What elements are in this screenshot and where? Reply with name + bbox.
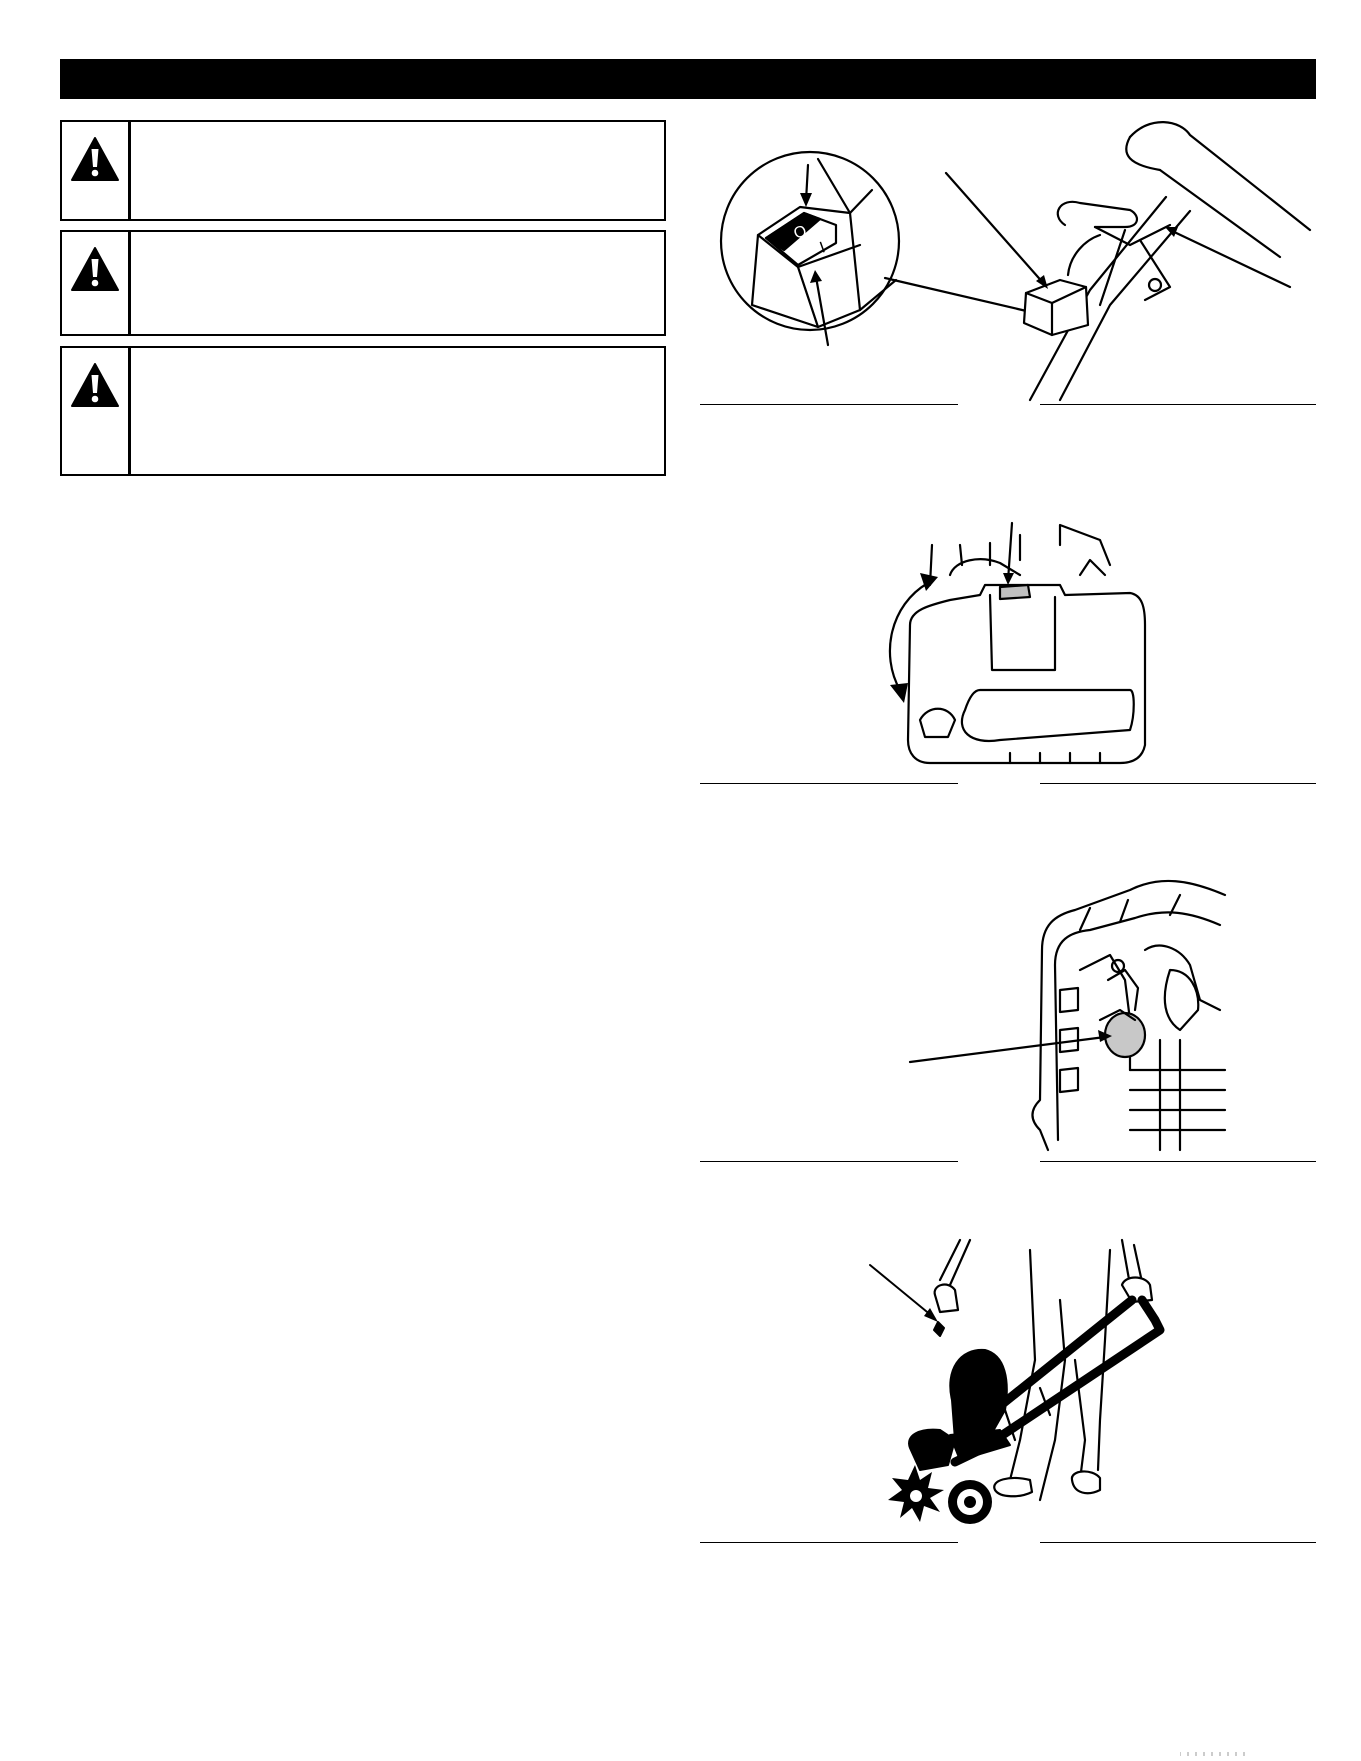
primer-bulb <box>1105 1013 1145 1057</box>
section-header-bar <box>60 59 1316 99</box>
figure-caption-rule-right <box>1040 1542 1316 1543</box>
figure-caption-rule-left <box>700 1542 958 1543</box>
warning-triangle-icon <box>70 362 120 408</box>
warning-icon-cell <box>62 122 131 219</box>
callout-arrowhead <box>810 270 822 283</box>
warning-box-3 <box>60 346 666 476</box>
rotate-arrowhead-bottom <box>890 683 908 703</box>
tiller-tines <box>888 1465 944 1522</box>
footer-marks <box>1180 1752 1300 1756</box>
figure-caption-rule-left <box>700 783 958 784</box>
callout-arrowhead <box>1003 573 1014 585</box>
warning-triangle-icon <box>70 136 120 182</box>
rotate-arrowhead-top <box>920 573 938 591</box>
warning-icon-cell <box>62 232 131 334</box>
figure-engine-cover <box>850 515 1160 765</box>
warning-box-2 <box>60 230 666 336</box>
switch-off-glyph: O <box>791 222 810 243</box>
figure-caption-rule-left <box>700 1161 958 1162</box>
figure-air-filter <box>880 870 1240 1150</box>
figure-caption-rule-right <box>1040 404 1316 405</box>
warning-box-1 <box>60 120 666 221</box>
tiller-wheel <box>948 1480 992 1524</box>
figure-power-switch <box>700 115 1320 405</box>
figure-caption-rule-left <box>700 404 958 405</box>
figure-caption-rule-right <box>1040 1161 1316 1162</box>
tiller-engine <box>950 1350 1007 1440</box>
figure-caption-rule-right <box>1040 783 1316 784</box>
warning-icon-cell <box>62 348 131 474</box>
figure-operator-tiller <box>860 1240 1180 1530</box>
operator-leg-left <box>1010 1250 1035 1490</box>
callout-arrowhead <box>800 193 812 207</box>
switch-on-glyph: I <box>817 239 828 257</box>
warning-triangle-icon <box>70 246 120 292</box>
